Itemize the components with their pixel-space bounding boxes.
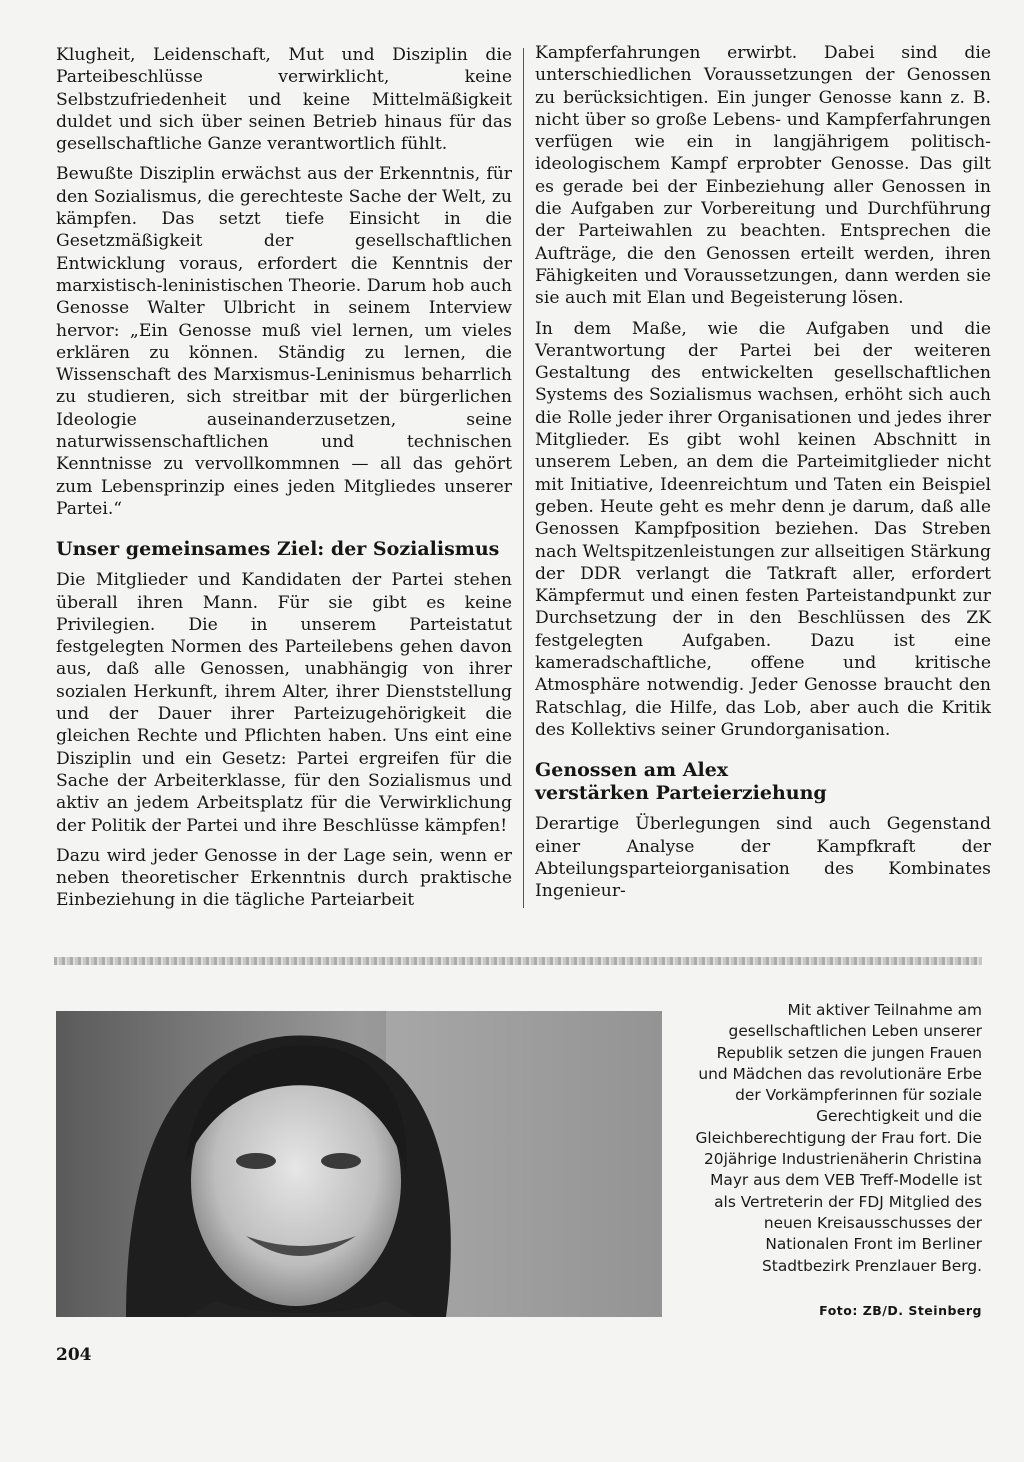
section-heading-alex — [535, 759, 991, 805]
portrait-photo — [56, 1011, 662, 1317]
column-divider — [523, 48, 524, 908]
right-paragraph-3: Derartige Überlegungen sind auch Gegenstand einer Analyse der Kampfkraft der Abteilungsparteiorganisation des Kombinates Ingenieur- — [535, 814, 991, 902]
page-number: 204 — [56, 1345, 92, 1365]
left-paragraph-1: Klugheit, Leidenschaft, Mut und Disziplin die Parteibeschlüsse verwirklicht, keine Selbstzufriedenheit und keine Mittelmäßigkeit duldet und sich über seinen Betrieb hinaus für das gesellschaftliche Ganze verantwortlich fühlt. — [56, 45, 512, 155]
section-heading-alex-line-1: Genossen am Alex — [535, 759, 729, 782]
portrait-illustration — [56, 1011, 662, 1317]
section-heading-sozialismus: Unser gemeinsames Ziel: der Sozialismus — [56, 538, 500, 561]
left-paragraph-4: Dazu wird jeder Genosse in der Lage sein, wenn er neben theoretischer Erkenntnis durch praktische Einbeziehung in die tägliche Parteiarbeit — [56, 845, 512, 911]
section-heading-alex-line-2: verstärken Parteierziehung — [535, 782, 827, 805]
decorative-band — [54, 957, 982, 965]
photo-credit: Foto: ZB/D. Steinberg — [819, 1303, 982, 1318]
photo-caption: Mit aktiver Teilnahme am gesellschaftlichen Leben unserer Republik setzen die jungen Frauen und Mädchen das revolutionäre Erbe der Vorkämpferinnen für soziale Gerechtigkeit und die Gleichberechtigung der Frau fort. Die 20jährige Industrienäherin Christina Mayr aus dem VEB Treff-Modelle ist als Vertreterin der FDJ Mitglied des neuen Kreisausschusses der Nationalen Front im Berliner Stadtbezirk Prenzlauer Berg. — [695, 1001, 982, 1275]
right-column — [535, 42, 991, 910]
right-paragraph-1: Kampferfahrungen erwirbt. Dabei sind die unterschiedlichen Voraussetzungen der Genossen zu berücksichtigen. Ein junger Genosse kann z. B. nicht über so große Lebens- und Kampferfahrungen verfügen wie ein in langjährigem politisch-ideologischem Kampf erprobter Genosse. Das gilt es gerade bei der Einbeziehung aller Genossen in die Aufgaben zur Vorbereitung und Durchführung der Parteiwahlen zu beachten. Entsprechen die Aufträge, die den Genossen erteilt werden, ihren Fähigkeiten und Voraussetzungen, dann werden sie sie auch mit Elan und Begeisterung lösen. — [535, 43, 991, 309]
left-column — [56, 44, 512, 920]
left-paragraph-3: Die Mitglieder und Kandidaten der Partei stehen überall ihren Mann. Für sie gibt es keine Privilegien. Die in unserem Parteistatut festgelegten Normen des Parteilebens gehen davon aus, daß alle Genossen, unabhängig von ihrer sozialen Herkunft, ihrem Alter, ihrer Dienststellung und der Dauer ihrer Parteizugehörigkeit die gleichen Rechte und Pflichten haben. Uns eint eine Disziplin und ein Gesetz: Partei ergreifen für die Sache der Arbeiterklasse, für den Sozialismus und aktiv an jedem Arbeitsplatz für die Verwirklichung der Politik der Partei und ihre Beschlüsse kämpfen! — [56, 570, 512, 836]
right-paragraph-2: In dem Maße, wie die Aufgaben und die Verantwortung der Partei bei der weiteren Gestaltung des entwickelten gesellschaftlichen Systems des Sozialismus wachsen, erhöht sich auch die Rolle jeder ihrer Organisationen und jedes ihrer Mitglieder. Es gibt wohl keinen Abschnitt in unserem Leben, an dem die Parteimitglieder nicht mit Initiative, Ideenreichtum und Taten ein Beispiel geben. Heute geht es mehr denn je darum, daß alle Genossen Kampfposition beziehen. Das Streben nach Weltspitzenleistungen zur allseitigen Stärkung der DDR verlangt die Tatkraft aller, erfordert Kämpfermut und einen festen Parteistandpunkt zur Durchsetzung der in den Beschlüssen des ZK festgelegten Aufgaben. Dazu ist eine kameradschaftliche, offene und kritische Atmosphäre notwendig. Jeder Genosse braucht den Ratschlag, die Hilfe, das Lob, aber auch die Kritik des Kollektivs seiner Grundorganisation. — [535, 318, 991, 740]
left-paragraph-2: Bewußte Disziplin erwächst aus der Erkenntnis, für den Sozialismus, die gerechteste Sache der Welt, zu kämpfen. Das setzt tiefe Einsicht in die Gesetzmäßigkeit der gesellschaftlichen Entwicklung voraus, erfordert die Kenntnis der marxistisch-leninistischen Theorie. Darum hob auch Genosse Walter Ulbricht in seinem Interview hervor: „Ein Genosse muß viel lernen, um vieles erklären zu können. Ständig zu lernen, die Wissenschaft des Marxismus-Leninismus beharrlich zu studieren, sich streitbar mit der bürgerlichen Ideologie auseinanderzusetzen, seine naturwissenschaftlichen und technischen Kenntnisse zu vervollkommnen — all das gehört zum Lebensprinzip eines jeden Mitgliedes unserer Partei.“ — [56, 164, 512, 519]
